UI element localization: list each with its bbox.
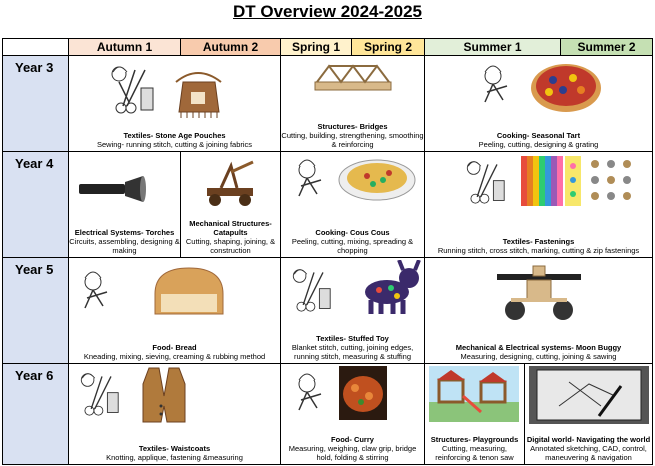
term-autumn-2: Autumn 2: [180, 38, 281, 56]
bridge-image: [313, 60, 393, 100]
y3-spring-desc: Cutting, building, strengthening, smoothing & reinforcing: [281, 131, 424, 149]
y3-autumn-cell: [68, 55, 281, 152]
chef-sewing-icon: [105, 62, 165, 117]
y5-spring-desc: Blanket stitch, cutting, joining edges, running stitch, measuring & stuffing: [291, 343, 414, 361]
fastenings-image: [587, 156, 637, 206]
y3-summer-title: Cooking- Seasonal Tart: [496, 131, 581, 140]
stuffed-dog-image: [359, 260, 423, 316]
y6-summer1-title: Structures- Playgrounds: [430, 435, 519, 444]
year-5-label: Year 5: [2, 257, 69, 364]
y4-autumn2-title: Mechanical Structures- Catapults: [189, 219, 272, 237]
y6-autumn-cell: [68, 363, 281, 465]
y4-summer-cell: [424, 151, 653, 258]
y4-autumn2-cell: [180, 151, 281, 258]
year-3-label: Year 3: [2, 55, 69, 152]
y4-spring-cell: [280, 151, 425, 258]
tart-image: [529, 58, 603, 114]
chef-sewing-icon: [75, 368, 129, 420]
y3-summer-cell: [424, 55, 653, 152]
y4-summer-desc: Running stitch, cross stitch, marking, cutting & zip fastenings: [437, 246, 640, 255]
y6-summer2-desc: Annotated sketching, CAD, control, maneuvering & navigation: [530, 444, 647, 462]
y6-spring-title: Food- Curry: [331, 435, 374, 444]
y4-summer-title: Textiles- Fastenings: [502, 237, 575, 246]
y5-autumn-cell: [68, 257, 281, 364]
year-6-label: Year 6: [2, 363, 69, 465]
y5-summer-title: Mechanical & Electrical systems- Moon Buggy: [455, 343, 622, 352]
chef-sewing-icon: [461, 156, 515, 208]
torch-image: [77, 174, 149, 204]
y5-spring-title: Textiles- Stuffed Toy: [316, 334, 389, 343]
y5-summer-desc: Measuring, designing, cutting, joining & sawing: [460, 352, 617, 361]
chef-icon: [473, 62, 519, 112]
chef-sewing-icon: [287, 264, 341, 316]
y5-autumn-title: Food- Bread: [152, 343, 197, 352]
tablet-sketch-image: [529, 366, 649, 424]
year-4-label: Year 4: [2, 151, 69, 258]
y4-autumn1-title: Electrical Systems- Torches: [74, 228, 175, 237]
term-summer-1: Summer 1: [424, 38, 561, 56]
cous-cous-image: [337, 156, 417, 202]
waistcoat-image: [141, 366, 187, 424]
felt-colours-image: [521, 156, 581, 206]
y6-summer2-cell: [524, 363, 653, 465]
moon-buggy-image: [497, 264, 581, 322]
pouch-image: [171, 64, 226, 119]
y4-autumn2-desc: Cutting, shaping, joining, & construction: [185, 237, 276, 255]
y5-spring-cell: [280, 257, 425, 364]
curry-image: [339, 366, 387, 420]
y3-autumn-desc: Sewing- running stitch, cutting & joining fabrics: [96, 140, 253, 149]
term-spring-2: Spring 2: [351, 38, 425, 56]
chef-icon: [287, 156, 333, 206]
catapult-image: [201, 158, 261, 208]
y6-autumn-title: Textiles- Waistcoats: [138, 444, 211, 453]
playground-image: [429, 366, 519, 422]
y6-summer1-desc: Cutting, measuring, reinforcing & tenon saw: [435, 444, 514, 462]
y6-summer1-cell: [424, 363, 525, 465]
y3-spring-cell: [280, 55, 425, 152]
y3-autumn-title: Textiles- Stone Age Pouches: [123, 131, 226, 140]
y6-spring-cell: [280, 363, 425, 465]
y6-summer2-title: Digital world- Navigating the world: [526, 435, 651, 444]
term-summer-2: Summer 2: [560, 38, 653, 56]
y4-spring-title: Cooking- Cous Cous: [315, 228, 390, 237]
chef-icon: [287, 370, 333, 420]
term-spring-1: Spring 1: [280, 38, 352, 56]
y6-autumn-desc: Knotting, applique, fastening &measuring: [106, 453, 243, 462]
y5-autumn-desc: Kneading, mixing, sieving, creaming & rubbing method: [83, 352, 266, 361]
y6-spring-desc: Measuring, weighing, claw grip, bridge hold, folding & stirring: [288, 444, 417, 462]
y4-autumn1-cell: [68, 151, 181, 258]
bread-image: [149, 264, 229, 319]
y3-summer-desc: Peeling, cutting, designing & grating: [478, 140, 599, 149]
header-blank: [2, 38, 69, 56]
y3-spring-title: Structures- Bridges: [317, 122, 388, 131]
term-autumn-1: Autumn 1: [68, 38, 181, 56]
y5-summer-cell: [424, 257, 653, 364]
chef-icon: [73, 268, 119, 318]
y4-autumn1-desc: Circuits, assembling, designing & making: [69, 237, 180, 255]
y4-spring-desc: Peeling, cutting, mixing, spreading & chopping: [291, 237, 414, 255]
page-title: DT Overview 2024-2025: [232, 2, 422, 21]
